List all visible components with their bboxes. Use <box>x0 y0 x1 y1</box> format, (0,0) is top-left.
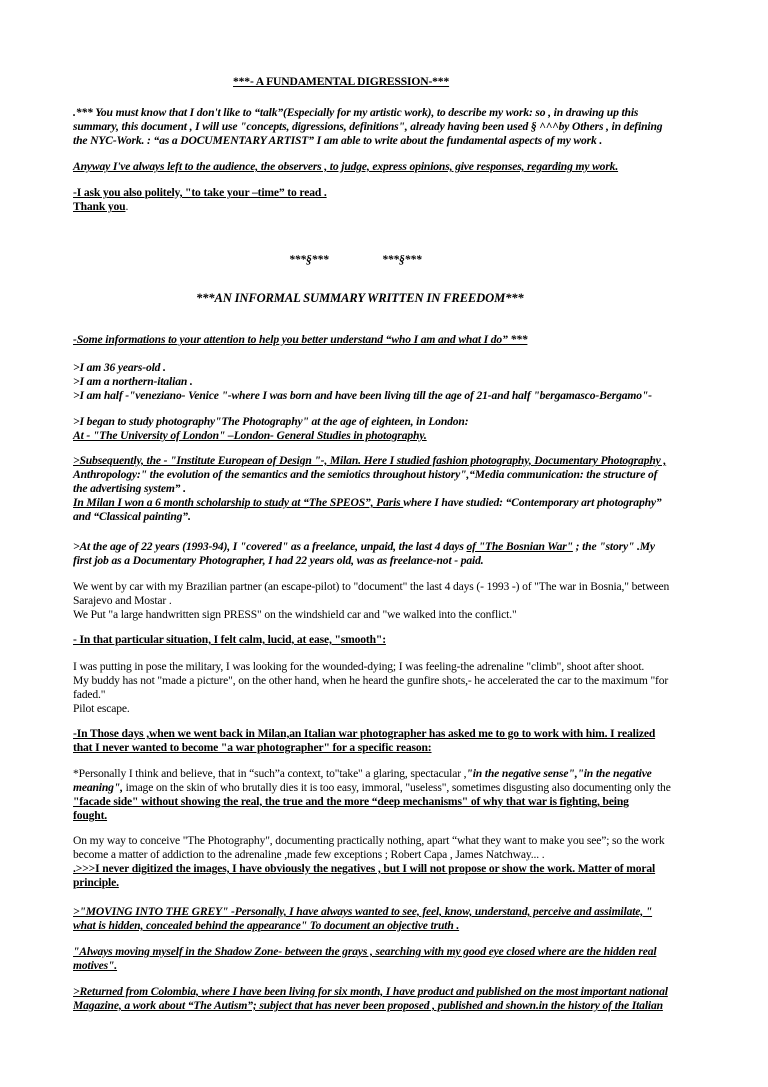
info-line: -Some informations to your attention to help you better understand “who I am and what I do” *** <box>73 333 528 346</box>
bosnia-part-b: ; the "story" .My <box>572 540 655 553</box>
bio-line-2: >I am a northern-italian . <box>73 375 193 388</box>
pose-line-4: Pilot escape. <box>73 702 130 715</box>
bio-line-3: >I am half -"veneziano- Venice "-where I was born and have been living till the age of 21-and half "bergamasco-Bergamo"- <box>73 389 652 402</box>
bosnia-line-2: first job as a Documentary Photographer, I had 22 years old, was as freelance-not - paid. <box>73 554 484 567</box>
intro-line-3: the NYC-Work. : “as a DOCUMENTARY ARTIST” I am able to write about the fundamental aspects of my work . <box>73 134 603 147</box>
thank-you-text: Thank you <box>73 200 126 213</box>
conceive-line-1: On my way to conceive "The Photography", documenting practically nothing, apart “what they want to make you see”; so the work <box>73 834 665 847</box>
audience-line: Anyway I've always left to the audience, the observers , to judge, express opinions, give responses, regarding my work. <box>73 160 619 173</box>
car-line-3: We Put "a large handwritten sign PRESS" on the windshield car and "we walked into the conflict." <box>73 608 517 621</box>
separator-left: ***§*** <box>289 253 329 266</box>
intro-line-1: .*** You must know that I don't like to “talk”(Especially for my artistic work), to describe my work: so , in drawing up this <box>73 106 639 119</box>
negatives-line-1: .>>>I never digitized the images, I have obviously the negatives , but I will not propose or show the work. Matter of moral <box>73 862 656 875</box>
back-milan-line-2: that I never wanted to become "a war photographer" for a specific reason: <box>73 741 432 754</box>
shadow-line-1: "Always moving myself in the Shadow Zone- between the grays , searching with my good eye closed where are the hidden real <box>73 945 657 958</box>
ied-line-3: the advertising system” . <box>73 482 186 495</box>
ied-line-1 <box>73 454 666 468</box>
colombia-line-1: >Returned from Colombia, where I have been living for six month, I have product and published on the most important national <box>73 985 668 998</box>
bosnia-line-1 <box>73 540 655 554</box>
personally-part-1a: *Personally I think and believe, that in “such”a context, to"take" a glaring, spectacular , <box>73 767 467 780</box>
personally-line-3: "facade side" without showing the real, the true and the more “deep mechanisms" of why that war is fighting, being <box>73 795 629 808</box>
pose-line-2: My buddy has not "made a picture", on the other hand, when he heard the gunfire shots,- he accelerated the car to the maximum "for <box>73 674 669 687</box>
personally-part-2b: image on the skin of who brutally dies it is too easy, immoral, "useless", sometimes disgusting also documenting only the <box>122 781 671 794</box>
grey-line-1: >"MOVING INTO THE GREY" -Personally, I have always wanted to see, feel, know, understand, perceive and assimilate, " <box>73 905 653 918</box>
personally-line-2 <box>73 781 671 795</box>
car-line-1: We went by car with my Brazilian partner (an escape-pilot) to "document" the last 4 days (- 1993 -) of "The war in Bosnia," between <box>73 580 670 593</box>
back-milan-line-1: -In Those days ,when we went back in Milan,an Italian war photographer has asked me to go to work with him. I realized <box>73 727 656 740</box>
pose-line-1: I was putting in pose the military, I was looking for the wounded-dying; I was feeling-the adrenaline "climb", shoot after shoot. <box>73 660 645 673</box>
personally-line-4: fought. <box>73 809 108 822</box>
ied-underlined: >Subsequently, the - "Institute European of Design "-, Milan. Here I studied fashion photography, Documentary Photography , <box>73 454 667 467</box>
ask-line: -I ask you also politely, "to take your –time” to read . <box>73 186 327 199</box>
pose-line-3: faded." <box>73 688 106 701</box>
thank-you-line: Thank you. <box>73 200 129 213</box>
colombia-line-2: Magazine, a work about “The Autism”; subject that has never been proposed , published and shown.in the history of the Italian <box>73 999 663 1012</box>
car-line-2: Sarajevo and Mostar . <box>73 594 172 607</box>
intro-line-2: summary, this document , I will use "concepts, digressions, definitions", already having been used § ^^^by Others , in defining <box>73 120 663 133</box>
calm-line: - In that particular situation, I felt calm, lucid, at ease, "smooth": <box>73 633 386 646</box>
shadow-line-2: motives". <box>73 959 118 972</box>
speos-underlined: In Milan I won a 6 month scholarship to study at “The SPEOS”, Paris <box>73 496 404 509</box>
speos-rest: where I have studied: “Contemporary art photography” <box>403 496 662 509</box>
bosnia-war-underlined: of "The Bosnian War" <box>466 540 573 553</box>
bio-line-1: >I am 36 years-old . <box>73 361 166 374</box>
separator-right: ***§*** <box>382 253 422 266</box>
grey-line-2: what is hidden, concealed behind the appearance" To document an objective truth . <box>73 919 460 932</box>
study-line-1: >I began to study photography"The Photography" at the age of eighteen, in London: <box>73 415 469 428</box>
summary-title: ***AN INFORMAL SUMMARY WRITTEN IN FREEDOM*** <box>196 291 524 305</box>
ied-line-2: Anthropology:" the evolution of the semantics and the semiotics throughout history",“Media communication: the structure of <box>73 468 658 481</box>
bosnia-part-a: >At the age of 22 years (1993-94), I "covered" as a freelance, unpaid, the last 4 days <box>73 540 467 553</box>
personally-part-2a: meaning", <box>73 781 123 794</box>
study-line-2: At - "The University of London" –London- General Studies in photography. <box>73 429 427 442</box>
digression-title: ***- A FUNDAMENTAL DIGRESSION-*** <box>233 75 450 88</box>
speos-line-1 <box>73 496 662 510</box>
negatives-line-2: principle. <box>73 876 119 889</box>
speos-line-2: and “Classical painting”. <box>73 510 191 523</box>
personally-part-1b: "in the negative sense","in the negative <box>466 767 652 780</box>
personally-line-1 <box>73 767 652 781</box>
conceive-line-2: become a matter of addiction to the adrenaline ,made few exceptions ; Robert Capa , James Natchway... . <box>73 848 545 861</box>
